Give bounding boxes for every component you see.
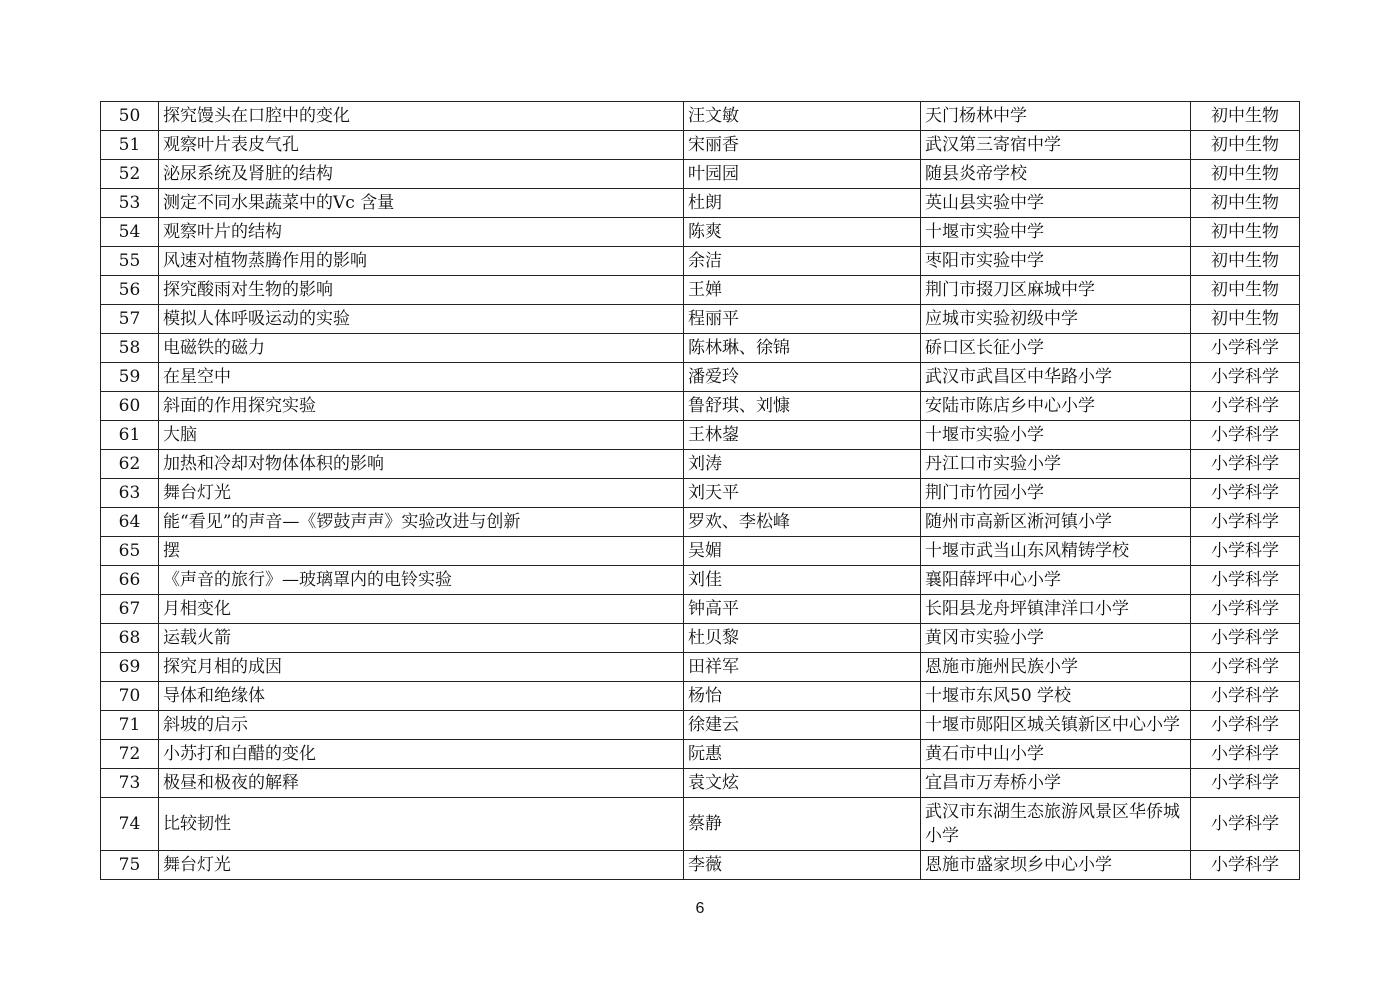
subject: 小学科学 — [1191, 798, 1300, 851]
row-number: 74 — [101, 798, 159, 851]
subject: 小学科学 — [1191, 363, 1300, 392]
project-title: 比较韧性 — [159, 798, 684, 851]
row-number: 75 — [101, 851, 159, 880]
table-row — [101, 131, 1300, 160]
subject: 小学科学 — [1191, 711, 1300, 740]
project-title: 观察叶片表皮气孔 — [159, 131, 684, 160]
project-title: 极昼和极夜的解释 — [159, 769, 684, 798]
school-name: 恩施市盛家坝乡中心小学 — [921, 851, 1191, 880]
author-name: 陈林琳、徐锦 — [684, 334, 921, 363]
author-name: 阮惠 — [684, 740, 921, 769]
school-name: 十堰市武当山东风精铸学校 — [921, 537, 1191, 566]
subject: 小学科学 — [1191, 334, 1300, 363]
school-name: 黄石市中山小学 — [921, 740, 1191, 769]
table-row — [101, 102, 1300, 131]
author-name: 徐建云 — [684, 711, 921, 740]
project-title: 观察叶片的结构 — [159, 218, 684, 247]
author-name: 汪文敏 — [684, 102, 921, 131]
row-number: 73 — [101, 769, 159, 798]
table-row — [101, 160, 1300, 189]
row-number: 54 — [101, 218, 159, 247]
table-row — [101, 421, 1300, 450]
row-number: 63 — [101, 479, 159, 508]
project-title: 测定不同水果蔬菜中的Vc 含量 — [159, 189, 684, 218]
row-number: 58 — [101, 334, 159, 363]
subject: 小学科学 — [1191, 566, 1300, 595]
subject: 小学科学 — [1191, 479, 1300, 508]
project-title: 泌尿系统及肾脏的结构 — [159, 160, 684, 189]
school-name: 恩施市施州民族小学 — [921, 653, 1191, 682]
row-number: 57 — [101, 305, 159, 334]
school-name: 武汉市东湖生态旅游风景区华侨城小学 — [921, 798, 1191, 851]
project-title: 小苏打和白醋的变化 — [159, 740, 684, 769]
project-title: 模拟人体呼吸运动的实验 — [159, 305, 684, 334]
subject: 小学科学 — [1191, 682, 1300, 711]
author-name: 杨怡 — [684, 682, 921, 711]
school-name: 天门杨林中学 — [921, 102, 1191, 131]
row-number: 51 — [101, 131, 159, 160]
author-name: 杜贝黎 — [684, 624, 921, 653]
row-number: 67 — [101, 595, 159, 624]
author-name: 吴媚 — [684, 537, 921, 566]
school-name: 十堰市东风50 学校 — [921, 682, 1191, 711]
project-title: 运载火箭 — [159, 624, 684, 653]
row-number: 68 — [101, 624, 159, 653]
table-row — [101, 479, 1300, 508]
author-name: 蔡静 — [684, 798, 921, 851]
school-name: 宜昌市万寿桥小学 — [921, 769, 1191, 798]
school-name: 十堰市郧阳区城关镇新区中心小学 — [921, 711, 1191, 740]
row-number: 52 — [101, 160, 159, 189]
subject: 小学科学 — [1191, 508, 1300, 537]
school-name: 应城市实验初级中学 — [921, 305, 1191, 334]
school-name: 武汉第三寄宿中学 — [921, 131, 1191, 160]
author-name: 杜朗 — [684, 189, 921, 218]
subject: 小学科学 — [1191, 653, 1300, 682]
table-row — [101, 276, 1300, 305]
author-name: 李薇 — [684, 851, 921, 880]
subject: 小学科学 — [1191, 851, 1300, 880]
subject: 小学科学 — [1191, 769, 1300, 798]
author-name: 潘爱玲 — [684, 363, 921, 392]
subject: 初中生物 — [1191, 305, 1300, 334]
school-name: 襄阳薛坪中心小学 — [921, 566, 1191, 595]
table-row — [101, 595, 1300, 624]
row-number: 55 — [101, 247, 159, 276]
project-title: 能“看见”的声音—《锣鼓声声》实验改进与创新 — [159, 508, 684, 537]
project-title: 在星空中 — [159, 363, 684, 392]
row-number: 56 — [101, 276, 159, 305]
row-number: 61 — [101, 421, 159, 450]
school-name: 安陆市陈店乡中心小学 — [921, 392, 1191, 421]
author-name: 叶园园 — [684, 160, 921, 189]
table-row — [101, 363, 1300, 392]
project-title: 斜面的作用探究实验 — [159, 392, 684, 421]
row-number: 72 — [101, 740, 159, 769]
author-name: 钟高平 — [684, 595, 921, 624]
school-name: 随州市高新区淅河镇小学 — [921, 508, 1191, 537]
table-row — [101, 624, 1300, 653]
school-name: 十堰市实验中学 — [921, 218, 1191, 247]
school-name: 荆门市掇刀区麻城中学 — [921, 276, 1191, 305]
project-title: 探究馒头在口腔中的变化 — [159, 102, 684, 131]
table-row — [101, 508, 1300, 537]
row-number: 62 — [101, 450, 159, 479]
subject: 初中生物 — [1191, 218, 1300, 247]
subject: 小学科学 — [1191, 537, 1300, 566]
table-row — [101, 392, 1300, 421]
author-name: 宋丽香 — [684, 131, 921, 160]
subject: 小学科学 — [1191, 595, 1300, 624]
project-title: 风速对植物蒸腾作用的影响 — [159, 247, 684, 276]
author-name: 陈爽 — [684, 218, 921, 247]
school-name: 荆门市竹园小学 — [921, 479, 1191, 508]
table-row — [101, 218, 1300, 247]
school-name: 黄冈市实验小学 — [921, 624, 1191, 653]
row-number: 69 — [101, 653, 159, 682]
row-number: 65 — [101, 537, 159, 566]
table-row — [101, 769, 1300, 798]
project-title: 电磁铁的磁力 — [159, 334, 684, 363]
row-number: 71 — [101, 711, 159, 740]
project-title: 加热和冷却对物体体积的影响 — [159, 450, 684, 479]
author-name: 袁文炫 — [684, 769, 921, 798]
row-number: 70 — [101, 682, 159, 711]
award-list-table — [100, 101, 1300, 880]
school-name: 长阳县龙舟坪镇津洋口小学 — [921, 595, 1191, 624]
table-row — [101, 740, 1300, 769]
project-title: 大脑 — [159, 421, 684, 450]
author-name: 程丽平 — [684, 305, 921, 334]
table-row — [101, 537, 1300, 566]
author-name: 刘佳 — [684, 566, 921, 595]
row-number: 50 — [101, 102, 159, 131]
project-title: 探究酸雨对生物的影响 — [159, 276, 684, 305]
author-name: 王婵 — [684, 276, 921, 305]
subject: 小学科学 — [1191, 740, 1300, 769]
project-title: 摆 — [159, 537, 684, 566]
project-title: 月相变化 — [159, 595, 684, 624]
author-name: 王林鋆 — [684, 421, 921, 450]
school-name: 丹江口市实验小学 — [921, 450, 1191, 479]
author-name: 鲁舒琪、刘慷 — [684, 392, 921, 421]
author-name: 田祥军 — [684, 653, 921, 682]
table-row — [101, 798, 1300, 851]
school-name: 硚口区长征小学 — [921, 334, 1191, 363]
row-number: 59 — [101, 363, 159, 392]
project-title: 斜坡的启示 — [159, 711, 684, 740]
school-name: 英山县实验中学 — [921, 189, 1191, 218]
row-number: 53 — [101, 189, 159, 218]
subject: 小学科学 — [1191, 421, 1300, 450]
school-name: 十堰市实验小学 — [921, 421, 1191, 450]
project-title: 探究月相的成因 — [159, 653, 684, 682]
author-name: 罗欢、李松峰 — [684, 508, 921, 537]
school-name: 枣阳市实验中学 — [921, 247, 1191, 276]
subject: 小学科学 — [1191, 450, 1300, 479]
subject: 初中生物 — [1191, 189, 1300, 218]
table-row — [101, 247, 1300, 276]
author-name: 刘天平 — [684, 479, 921, 508]
table-body — [101, 102, 1300, 880]
row-number: 66 — [101, 566, 159, 595]
table-row — [101, 653, 1300, 682]
subject: 初中生物 — [1191, 131, 1300, 160]
table-row — [101, 711, 1300, 740]
table-row — [101, 305, 1300, 334]
project-title: 舞台灯光 — [159, 479, 684, 508]
subject: 初中生物 — [1191, 102, 1300, 131]
table-row — [101, 682, 1300, 711]
author-name: 余洁 — [684, 247, 921, 276]
subject: 小学科学 — [1191, 624, 1300, 653]
subject: 初中生物 — [1191, 247, 1300, 276]
school-name: 武汉市武昌区中华路小学 — [921, 363, 1191, 392]
page-number: 6 — [695, 900, 705, 917]
row-number: 64 — [101, 508, 159, 537]
row-number: 60 — [101, 392, 159, 421]
subject: 初中生物 — [1191, 276, 1300, 305]
project-title: 《声音的旅行》—玻璃罩内的电铃实验 — [159, 566, 684, 595]
project-title: 导体和绝缘体 — [159, 682, 684, 711]
table-row — [101, 334, 1300, 363]
subject: 小学科学 — [1191, 392, 1300, 421]
table-row — [101, 566, 1300, 595]
table-row — [101, 450, 1300, 479]
project-title: 舞台灯光 — [159, 851, 684, 880]
table-row — [101, 851, 1300, 880]
author-name: 刘涛 — [684, 450, 921, 479]
subject: 初中生物 — [1191, 160, 1300, 189]
school-name: 随县炎帝学校 — [921, 160, 1191, 189]
table-row — [101, 189, 1300, 218]
